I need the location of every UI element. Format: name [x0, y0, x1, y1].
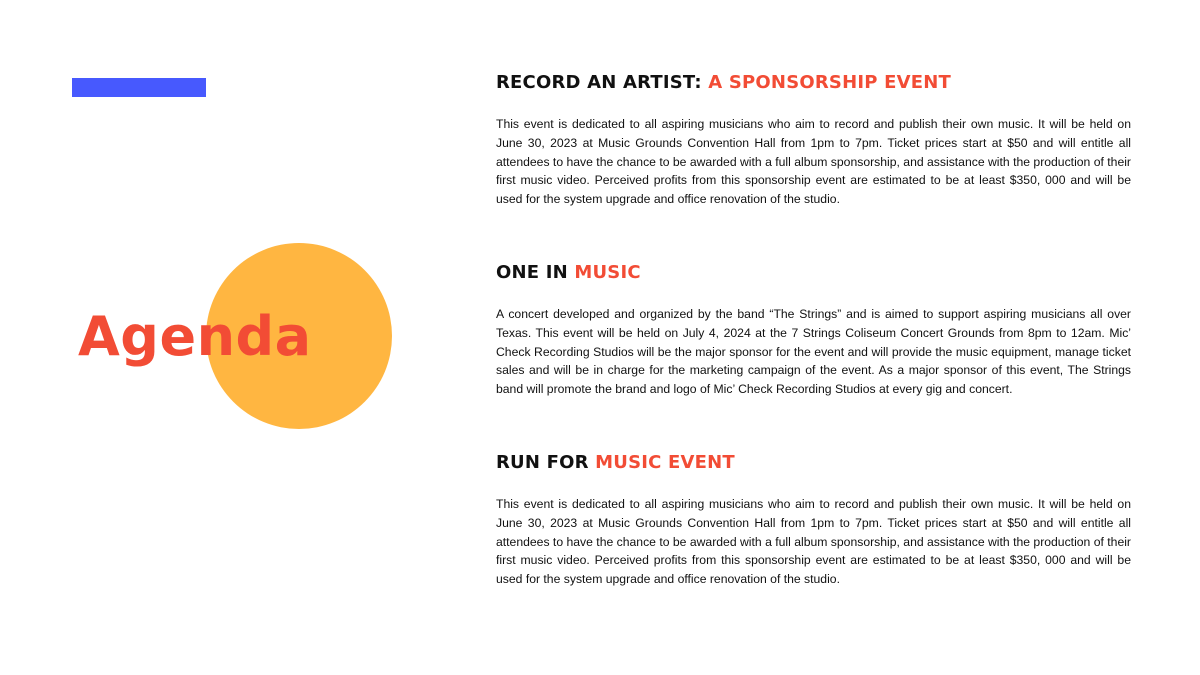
agenda-title: Agenda [78, 305, 312, 368]
agenda-section-run-for-music-event [496, 450, 1131, 589]
section-body: This event is dedicated to all aspiring musicians who aim to record and publish their own music. It will be held on June 30, 2023 at Music Grounds Convention Hall from 1pm to 7pm. Ticket prices start at $50 and will entitle all attendees to have the chance to be awarded with a full album sponsorship, and assistance with the production of their first music video. Perceived profits from this sponsorship event are estimated to be at least $350, 000 and will be used for the system upgrade and office renovation of the studio. [496, 496, 1131, 587]
section-heading [496, 260, 1131, 286]
section-heading-accent: MUSIC EVENT [595, 451, 735, 473]
section-heading [496, 70, 1131, 96]
section-heading-accent: A SPONSORSHIP EVENT [708, 72, 951, 93]
section-heading [496, 450, 1131, 476]
section-body: A concert developed and organized by the band “The Strings” and is aimed to support aspiring musicians all over Texas. This event will be held on July 4, 2024 at the 7 Strings Coliseum Concert Grounds from 8pm to 12am. Mic’ Check Recording Studios will be the major sponsor for the event and will provide the music equipment, manage ticket sales and will be in charge for the marketing campaign of the event. As a major sponsor of this event, The Strings band will promote the brand and logo of Mic’ Check Recording Studios at every gig and concert. [496, 306, 1131, 397]
agenda-content [496, 70, 1131, 589]
section-body: This event is dedicated to all aspiring musicians who aim to record and publish their own music. It will be held on June 30, 2023 at Music Grounds Convention Hall from 1pm to 7pm. Ticket prices start at $50 and will entitle all attendees to have the chance to be awarded with a full album sponsorship, and assistance with the production of their first music video. Perceived profits from this sponsorship event are estimated to be at least $350, 000 and will be used for the system upgrade and office renovation of the studio. [496, 117, 1131, 207]
agenda-section-record-an-artist [496, 70, 1131, 209]
section-heading-dark: RUN FOR [496, 451, 596, 473]
section-heading-accent: MUSIC [574, 261, 641, 283]
section-heading-dark: RECORD AN ARTIST: [496, 72, 709, 93]
agenda-section-one-in-music [496, 260, 1131, 399]
accent-bar [72, 78, 206, 97]
section-heading-dark: ONE IN [496, 261, 575, 283]
